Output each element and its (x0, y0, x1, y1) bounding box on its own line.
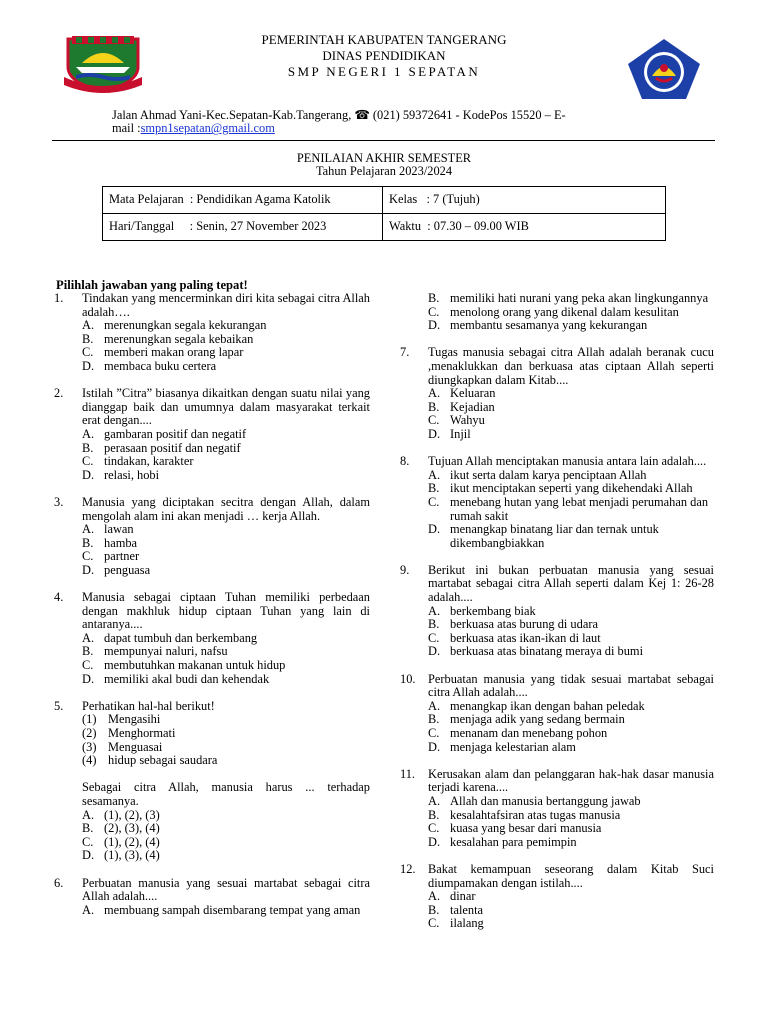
option-text: penguasa (104, 562, 151, 577)
email-link[interactable]: smpn1sepatan@gmail.com (140, 121, 275, 136)
option-text: membantu sesamanya yang kekurangan (450, 318, 648, 333)
government-name: PEMERINTAH KABUPATEN TANGERANG (261, 32, 507, 47)
option-letter: B. (428, 807, 440, 822)
answer-option (54, 469, 370, 483)
answer-option (400, 917, 714, 931)
time-cell: Waktu : 07.30 – 09.00 WIB (383, 214, 666, 241)
option-letter: C. (428, 630, 440, 645)
option-text: (1), (2), (3) (104, 807, 160, 822)
option-text: menanam dan menebang pohon (450, 726, 608, 740)
answer-option (400, 387, 714, 401)
option-text: partner (104, 549, 140, 564)
question (54, 700, 370, 863)
answer-option (400, 482, 714, 496)
question-row (54, 387, 370, 428)
answer-option (54, 645, 370, 659)
option-text: merenungkan segala kebaikan (104, 331, 254, 346)
question-row (400, 346, 714, 387)
option-text: dinar (450, 889, 476, 904)
question-number: 8. (400, 454, 410, 469)
answer-option (400, 645, 714, 659)
question-text: Berikut ini bukan perbuatan manusia yang sesuai martabat sebagai citra Allah seperti dalam Kej 1: 26-28 adalah.... (428, 562, 714, 605)
answer-option (400, 741, 714, 755)
question-text: Perbuatan manusia yang sesuai martabat sebagai citra Allah adalah.... (82, 875, 370, 904)
statement-number: (4) (82, 753, 97, 768)
question-text: Manusia sebagai ciptaan Tuhan memiliki perbedaan dengan makhluk hidup ciptaan Tuhan yang lain di antaranya.... (82, 590, 370, 632)
option-letter: C. (428, 304, 440, 319)
option-text: kesalahtafsiran atas tugas manusia (450, 807, 621, 822)
question-row (400, 455, 714, 469)
option-text: ilalang (450, 916, 484, 931)
option-letter: A. (82, 522, 95, 537)
option-text: (1), (3), (4) (104, 848, 160, 863)
option-text: (1), (2), (4) (104, 834, 160, 849)
answer-option (54, 442, 370, 456)
answer-option (54, 455, 370, 469)
option-letter: B. (82, 535, 94, 550)
statement-item (54, 741, 370, 755)
question-number: 3. (54, 494, 64, 509)
question-number: 2. (54, 386, 64, 401)
option-letter: C. (82, 549, 94, 564)
question-number: 5. (54, 698, 64, 713)
statement-item (54, 727, 370, 741)
answer-option (54, 319, 370, 333)
question-number: 12. (400, 861, 416, 876)
date-cell: Hari/Tanggal : Senin, 27 November 2023 (103, 214, 383, 241)
option-text: ikut serta dalam karya penciptaan Allah (450, 467, 647, 482)
answer-option (400, 401, 714, 415)
option-text: merenungkan segala kekurangan (104, 318, 267, 333)
option-letter: D. (82, 358, 95, 373)
question (400, 455, 714, 550)
question-6-continued (400, 292, 714, 333)
answer-option (54, 809, 370, 823)
questions-right-column (400, 292, 714, 945)
question (400, 673, 714, 755)
answer-option (400, 292, 714, 306)
question-row (54, 591, 370, 632)
option-letter: D. (428, 318, 441, 333)
instruction: Pilihlah jawaban yang paling tepat! (56, 278, 248, 292)
option-letter: D. (428, 834, 441, 849)
option-text: lawan (104, 522, 134, 537)
statement-item (54, 754, 370, 768)
answer-option (400, 523, 714, 550)
option-text: hamba (104, 535, 138, 550)
mail-prefix: mail : (112, 121, 141, 136)
option-text: berkuasa atas ikan-ikan di laut (450, 630, 601, 645)
option-text: menebang hutan yang lebat menjadi perumahan dan rumah sakit (450, 494, 709, 523)
option-text: kuasa yang besar dari manusia (450, 821, 602, 836)
school-address (112, 109, 662, 136)
answer-option (400, 890, 714, 904)
option-letter: C. (82, 834, 94, 849)
option-text: menjaga kelestarian alam (450, 739, 576, 754)
option-text: memiliki hati nurani yang peka akan lingkungannya (450, 291, 709, 305)
question-row (400, 768, 714, 795)
option-text: menolong orang yang dikenal dalam kesulitan (450, 304, 679, 319)
answer-option (54, 632, 370, 646)
school-name: SMP NEGERI 1 SEPATAN (287, 64, 481, 79)
questions-left-column (54, 292, 370, 931)
question-number: 9. (400, 562, 410, 577)
answer-option (54, 836, 370, 850)
option-letter: A. (82, 318, 95, 333)
answer-option (54, 360, 370, 374)
option-letter: B. (428, 712, 440, 727)
question-row (54, 496, 370, 523)
question-row (54, 700, 370, 714)
option-text: Injil (450, 426, 471, 441)
option-text: Keluaran (450, 386, 496, 401)
question-text: Bakat kemampuan seseorang dalam Kitab Suci diumpamakan dengan istilah.... (428, 861, 714, 890)
question (54, 387, 370, 482)
option-letter: A. (428, 889, 441, 904)
question-text: Manusia yang diciptakan secitra dengan Allah, dalam mengolah alam ini akan menjadi … kerja Allah. (82, 494, 370, 523)
option-letter: D. (428, 426, 441, 441)
question-number: 7. (400, 345, 410, 360)
option-text: menangkap binatang liar dan ternak untuk dikembangbiakkan (450, 522, 659, 550)
answer-option (400, 809, 714, 823)
statement-text: hidup sebagai saudara (108, 753, 218, 768)
option-text: talenta (450, 902, 484, 917)
answer-option (400, 836, 714, 850)
answer-option (54, 904, 370, 918)
header-divider (52, 140, 715, 141)
option-text: ikut menciptakan seperti yang dikehendaki Allah (450, 481, 693, 496)
option-text: gambaran positif dan negatif (104, 426, 247, 441)
option-letter: D. (82, 671, 95, 686)
answer-option (54, 537, 370, 551)
question-number: 11. (400, 766, 416, 781)
option-text: memberi makan orang lapar (104, 345, 244, 360)
question-text: Tindakan yang mencerminkan diri kita sebagai citra Allah adalah…. (82, 291, 370, 319)
address-line: Jalan Ahmad Yani-Kec.Sepatan-Kab.Tangerang, ☎ (021) 59372641 - KodePos 15520 – E- (112, 108, 566, 122)
option-letter: B. (428, 481, 440, 496)
option-text: tindakan, karakter (104, 454, 194, 469)
statement-number: (3) (82, 739, 97, 754)
exam-title: PENILAIAN AKHIR SEMESTER (296, 151, 472, 165)
question (400, 768, 714, 850)
option-text: membutuhkan makanan untuk hidup (104, 658, 286, 673)
answer-option (400, 713, 714, 727)
option-text: Allah dan manusia bertanggung jawab (450, 793, 641, 808)
answer-option (400, 632, 714, 646)
question (54, 496, 370, 578)
option-letter: C. (428, 821, 440, 836)
answer-option (54, 333, 370, 347)
answer-option (400, 727, 714, 741)
option-letter: A. (82, 426, 95, 441)
option-letter: A. (428, 603, 441, 618)
option-letter: A. (82, 807, 95, 822)
option-letter: A. (82, 902, 95, 917)
class-cell: Kelas : 7 (Tujuh) (383, 187, 666, 214)
answer-option (54, 523, 370, 537)
option-text: membuang sampah disembarang tempat yang aman (104, 902, 361, 917)
option-letter: D. (82, 562, 95, 577)
department-name: DINAS PENDIDIKAN (322, 48, 446, 63)
question-row (400, 673, 714, 700)
answer-option (54, 428, 370, 442)
answer-option (400, 700, 714, 714)
answer-option (400, 496, 714, 523)
question (54, 877, 370, 918)
option-text: menjaga adik yang sedang bermain (450, 712, 625, 727)
option-letter: B. (428, 902, 440, 917)
exam-title-block (0, 152, 768, 179)
option-letter: D. (82, 467, 95, 482)
option-letter: B. (428, 617, 440, 632)
letterhead (0, 32, 768, 80)
option-text: Kejadian (450, 399, 495, 414)
option-letter: D. (428, 522, 441, 537)
answer-option (400, 822, 714, 836)
option-text: menangkap ikan dengan bahan peledak (450, 698, 645, 713)
answer-option (400, 428, 714, 442)
question (400, 564, 714, 659)
statement-text: Menguasai (108, 739, 163, 754)
question-number: 1. (54, 291, 64, 305)
option-text: berkuasa atas burung di udara (450, 617, 598, 632)
exam-info-table (102, 186, 666, 241)
question-number: 4. (54, 590, 64, 605)
question (400, 346, 714, 441)
answer-option (54, 673, 370, 687)
answer-option (400, 618, 714, 632)
option-letter: B. (82, 644, 94, 659)
option-letter: C. (428, 726, 440, 740)
question-number: 6. (54, 875, 64, 890)
statement-item (54, 713, 370, 727)
option-letter: A. (428, 793, 441, 808)
question-number: 10. (400, 671, 416, 686)
question-row (54, 292, 370, 319)
answer-option (54, 659, 370, 673)
option-text: memiliki akal budi dan kehendak (104, 671, 270, 686)
subject-cell: Mata Pelajaran : Pendidikan Agama Katolik (103, 187, 383, 214)
answer-option (54, 550, 370, 564)
question-text: Tujuan Allah menciptakan manusia antara lain adalah.... (428, 454, 707, 469)
option-letter: C. (82, 345, 94, 360)
option-text: berkembang biak (450, 603, 536, 618)
question-row (400, 564, 714, 605)
answer-option (400, 319, 714, 333)
question (54, 591, 370, 686)
question-text: Perbuatan manusia yang tidak sesuai martabat sebagai citra Allah adalah.... (428, 671, 714, 700)
answer-option (400, 605, 714, 619)
option-letter: B. (82, 331, 94, 346)
question-text: Istilah ”Citra” biasanya dikaitkan dengan suatu nilai yang dianggap baik dan umumnya dalam masyarakat terkait erat dengan.... (82, 386, 370, 428)
answer-option (400, 469, 714, 483)
option-letter: A. (428, 698, 441, 713)
option-letter: C. (82, 658, 94, 673)
option-letter: C. (428, 413, 440, 428)
question (400, 863, 714, 931)
option-text: berkuasa atas binatang meraya di bumi (450, 644, 644, 659)
option-letter: B. (428, 291, 440, 305)
statement-number: (2) (82, 726, 97, 740)
question-prompt: Sebagai citra Allah, manusia harus ... terhadap sesamanya. (82, 780, 370, 808)
option-letter: A. (428, 467, 441, 482)
statement-number: (1) (82, 712, 97, 727)
option-letter: D. (82, 848, 95, 863)
option-letter: A. (82, 630, 95, 645)
option-text: Wahyu (450, 413, 485, 428)
option-letter: A. (428, 386, 441, 401)
statement-text: Menghormati (108, 726, 176, 740)
option-text: dapat tumbuh dan berkembang (104, 630, 258, 645)
answer-option (54, 564, 370, 578)
question-text: Tugas manusia sebagai citra Allah adalah beranak cucu ,menaklukkan dan berkuasa atas ciptaan Allah seperti diungkapkan dalam Kitab.... (428, 345, 714, 387)
option-letter: C. (82, 454, 94, 469)
option-text: membaca buku certera (104, 358, 217, 373)
option-letter: B. (428, 399, 440, 414)
question-row (54, 877, 370, 904)
question-text: Kerusakan alam dan pelanggaran hak-hak dasar manusia terjadi karena.... (428, 766, 714, 795)
option-text: (2), (3), (4) (104, 821, 160, 836)
exam-year: Tahun Pelajaran 2023/2024 (315, 164, 453, 179)
option-letter: C. (428, 916, 440, 931)
answer-option (400, 306, 714, 320)
option-text: perasaan positif dan negatif (104, 440, 241, 455)
answer-option (54, 822, 370, 836)
question-row (400, 863, 714, 890)
question (54, 292, 370, 374)
option-letter: C. (428, 494, 440, 509)
answer-option (400, 795, 714, 809)
option-text: mempunyai naluri, nafsu (104, 644, 228, 659)
answer-option (54, 346, 370, 360)
option-text: kesalahan para pemimpin (450, 834, 577, 849)
option-text: relasi, hobi (104, 467, 160, 482)
option-letter: B. (82, 821, 94, 836)
option-letter: B. (82, 440, 94, 455)
question-text: Perhatikan hal-hal berikut! (82, 698, 215, 713)
answer-option (400, 904, 714, 918)
answer-option (400, 414, 714, 428)
statement-text: Mengasihi (108, 712, 161, 727)
option-letter: D. (428, 644, 441, 659)
option-letter: D. (428, 739, 441, 754)
answer-option (54, 849, 370, 863)
